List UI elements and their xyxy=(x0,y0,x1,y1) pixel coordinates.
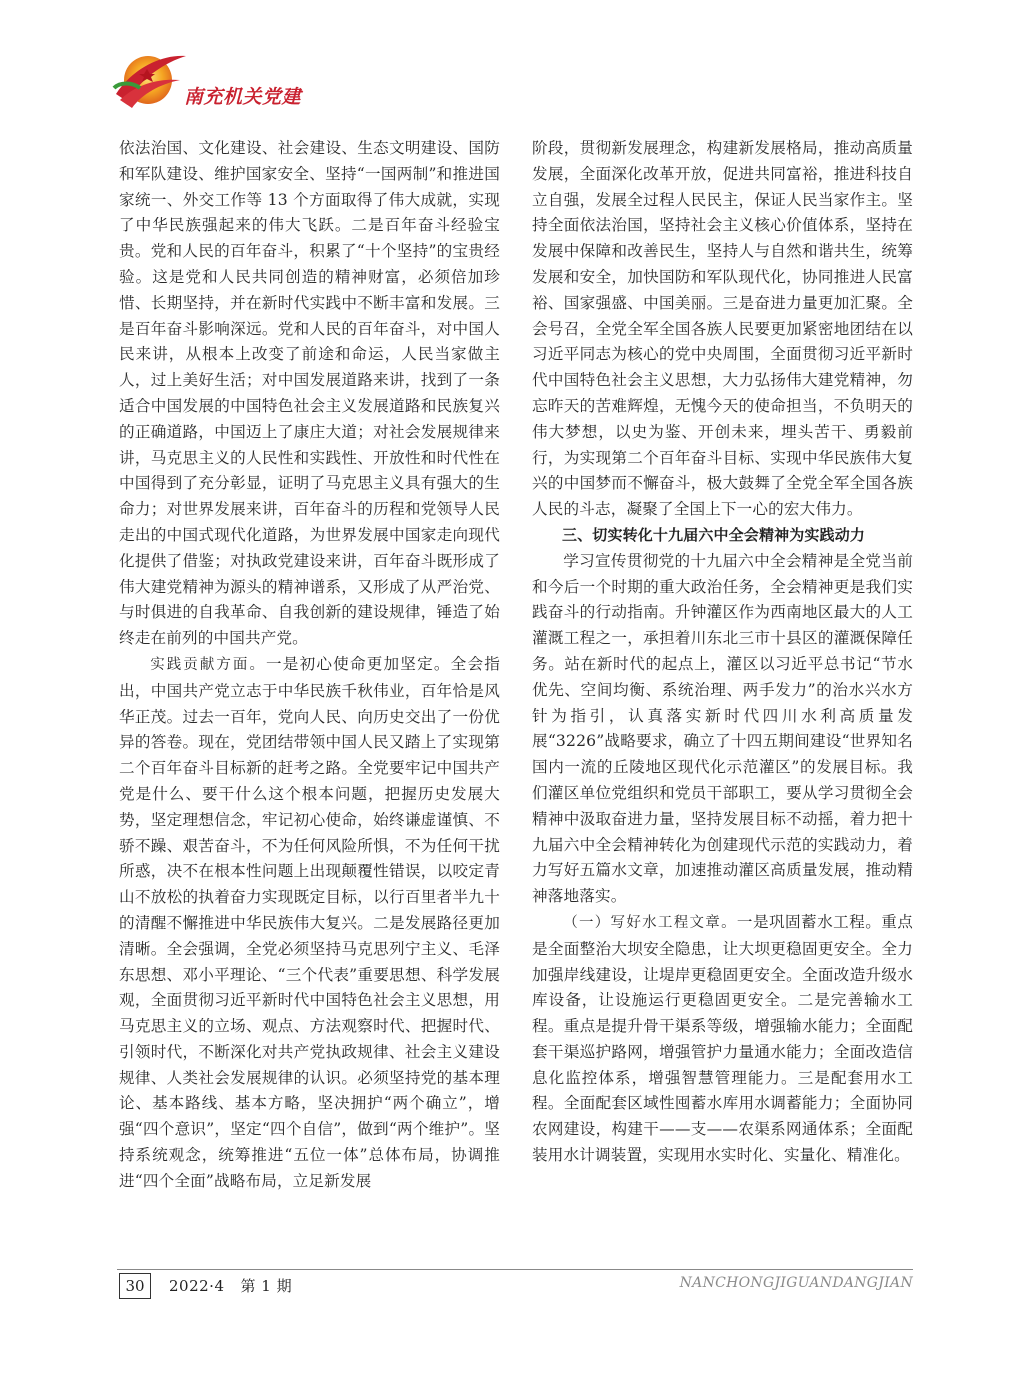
issue-info xyxy=(169,1275,292,1296)
issue-date: 2022·4 xyxy=(169,1277,225,1295)
page-number: 30 xyxy=(119,1273,151,1299)
issue-number: 第 1 期 xyxy=(240,1277,293,1295)
page-footer xyxy=(117,1269,913,1309)
publication-name: 南充机关党建 xyxy=(184,86,302,108)
body-paragraph: 学习宣传贯彻党的十九届六中全会精神是全党当前和今后一个时期的重大政治任务，全会精神更是我们实践奋斗的行动指南。升钟灌区作为西南地区最大的人工灌溉工程之一，承担着川东北三市十县区的灌溉保障任务。站在新时代的起点上，灌区以习近平总书记“节水优先、空间均衡、系统治理、两手发力”的治水兴水方针为指引，认真落实新时代四川水利高质量发展“3226”战略要求，确立了十四五期间建设“世界知名国内一流的丘陵地区现代化示范灌区”的发展目标。我们灌区单位党组织和党员干部职工，要从学习贯彻全会精神中汲取奋进力量，坚持发展目标不动摇，着力把十九届六中全会精神转化为创建现代示范的实践动力，着力写好五篇水文章，加速推动灌区高质量发展，推动精神落地落实。 xyxy=(532,551,913,906)
journal-latin-name: NANCHONGJIGUANDANGJIAN xyxy=(679,1275,913,1291)
run-in-heading: 实践贡献方面。 xyxy=(150,656,266,673)
paragraph-text: 一是初心使命更加坚定。全会指出，中国共产党立志于中华民族千秋伟业，百年恰是风华正茂。过去一百年，党向人民、向历史交出了一份优异的答卷。现在，党团结带领中国人民又踏上了实现第二个百年奋斗目标新的赶考之路。全党要牢记中国共产党是什么、要干什么这个根本问题，把握历史发展大势，坚定理想信念，牢记初心使命，始终谦虚谨慎、不骄不躁、艰苦奋斗，不为任何风险所惧，不为任何干扰所惑，决不在根本性问题上出现颠覆性错误，以咬定青山不放松的执着奋力实现既定目标，以行百里者半九十的清醒不懈推进中华民族伟大复兴。二是发展路径更加清晰。全会强调，全党必须坚持马克思列宁主义、毛泽东思想、邓小平理论、“三个代表”重要思想、科学发展观，全面贯彻习近平新时代中国特色社会主义思想，用马克思主义的立场、观点、方法观察时代、把握时代、引领时代，不断深化对共产党执政规律、社会主义建设规律、人类社会发展规律的认识。必须坚持党的基本理论、基本路线、基本方略，坚决拥护“两个确立”，增强“四个意识”，坚定“四个自信”，做到“两个维护”。坚持系统观念，统筹推进“五位一体”总体布局，协调推进“四个全面”战略布局，立足新发展 xyxy=(119,654,500,1190)
body-paragraph: 依法治国、文化建设、社会建设、生态文明建设、国防和军队建设、维护国家安全、坚持“一国两制”和推进国家统一、外交工作等 13 个方面取得了伟大成就，实现了中华民族强起来的伟大飞跃。二是百年奋斗经验宝贵。党和人民的百年奋斗，积累了“十个坚持”的宝贵经验。这是党和人民共同创造的精神财富，必须倍加珍惜、长期坚持，并在新时代实践中不断丰富和发展。三是百年奋斗影响深远。党和人民的百年奋斗，对中国人民来讲，从根本上改变了前途和命运，人民当家做主人，过上美好生活；对中国发展道路来讲，找到了一条适合中国发展的中国特色社会主义发展道路和民族复兴的正确道路，中国迈上了康庄大道；对社会发展规律来讲，马克思主义的人民性和实践性、开放性和时代性在中国得到了充分彰显，证明了马克思主义具有强大的生命力；对世界发展来讲，百年奋斗的历程和党领导人民走出的中国式现代化道路，为世界发展中国家走向现代化提供了借鉴；对执政党建设来讲，百年奋斗既形成了伟大建党精神为源头的精神谱系，又形成了从严治党、与时俱进的自我革命、自我创新的建设规律，锤造了始终走在前列的中国共产党。 xyxy=(119,139,500,648)
body-paragraph: 阶段，贯彻新发展理念，构建新发展格局，推动高质量发展，全面深化改革开放，促进共同富裕，推进科技自立自强，发展全过程人民民主，保证人民当家作主。坚持全面依法治国，坚持社会主义核心价值体系，坚持在发展中保障和改善民生，坚持人与自然和谐共生，统筹发展和安全，加快国防和军队现代化，协同推进人民富裕、国家强盛、中国美丽。三是奋进力量更加汇聚。全会号召，全党全军全国各族人民要更加紧密地团结在以习近平同志为核心的党中央周围，全面贯彻习近平新时代中国特色社会主义思想，大力弘扬伟大建党精神，勿忘昨天的苦难辉煌，无愧今天的使命担当，不负明天的伟大梦想，以史为鉴、开创未来，埋头苦干、勇毅前行，为实现第二个百年奋斗目标、实现中华民族伟大复兴的中国梦而不懈奋斗，极大鼓舞了全党全军全国各族人民的斗志，凝聚了全国上下一心的宏大伟力。 xyxy=(532,139,913,519)
run-in-heading: （一）写好水工程文章。 xyxy=(563,914,737,931)
paragraph-text: 一是巩固蓄水工程。重点是全面整治大坝安全隐患，让大坝更稳固更安全。全力加强岸线建设，让堤岸更稳固更安全。全面改造升级水库设备，让设施运行更稳固更安全。二是完善输水工程。重点是提升骨干渠系等级，增强输水能力；全面配套干渠巡护路网，增强管护力量通水能力；全面改造信息化监控体系，增强智慧管理能力。三是配套用水工程。全面配套区域性囤蓄水库用水调蓄能力；全面协同农网建设，构建干——支——农渠系网通体系；全面配装用水计调装置，实现用水实时化、实量化、精准化。 xyxy=(532,912,914,1165)
body-paragraph xyxy=(119,652,500,1195)
right-text-column xyxy=(532,136,913,1169)
journal-logo-icon xyxy=(110,42,188,112)
body-paragraph xyxy=(532,910,913,1169)
section-heading: 三、切实转化十九届六中全会精神为实践动力 xyxy=(562,525,866,544)
page-header xyxy=(110,42,450,122)
footer-divider xyxy=(117,1269,913,1270)
left-text-column xyxy=(119,136,500,1195)
